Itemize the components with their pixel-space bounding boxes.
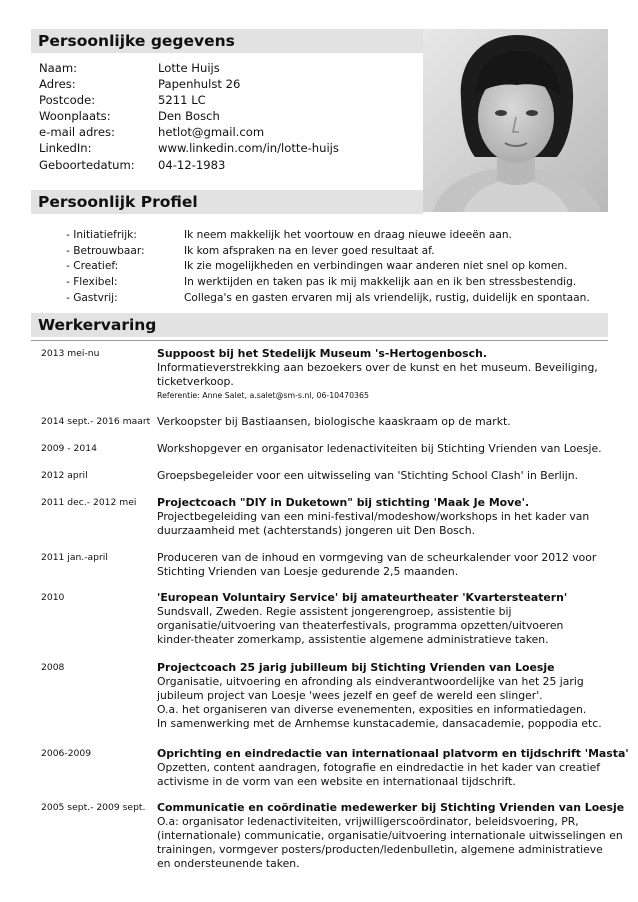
work-content: [157, 747, 629, 789]
work-date: 2009 - 2014: [41, 443, 97, 454]
work-title: Communicatie en coördinatie medewerker bij Stichting Vrienden van Loesje: [157, 801, 625, 814]
work-line: Workshopgever en organisator ledenactiviteiten bij Stichting Vrienden van Loesje.: [157, 442, 602, 455]
work-line: jubileum project van Loesje 'wees jezelf en geef de wereld een slinger'.: [157, 689, 543, 702]
work-line: ticketverkoop.: [157, 375, 234, 388]
work-section-header: [31, 313, 608, 337]
personal-row-city: Woonplaats: Den Bosch: [39, 109, 220, 124]
work-date: 2006-2009: [41, 748, 92, 759]
work-content: [157, 591, 607, 647]
trait-row: - Flexibel: In werktijden en taken pas ik mij makkelijk aan en ik ben stressbestendig.: [66, 276, 577, 289]
work-line: Organisatie, uitvoering en afronding als eindverantwoordelijke van het 25 jarig: [157, 675, 584, 688]
work-title: Oprichting en eindredactie van internationaal platvorm en tijdschrift 'Masta': [157, 747, 629, 760]
work-date: 2010: [41, 592, 65, 603]
personal-row-name: Naam: Lotte Huijs: [39, 61, 220, 75]
work-line: In samenwerking met de Arnhemse kunstacademie, dansacademie, poppodia etc.: [157, 717, 602, 730]
work-date: 2011 jan.-april: [41, 552, 108, 563]
work-reference: Referentie: Anne Salet, a.salet@sm-s.nl, 06-10470365: [157, 391, 369, 400]
work-section-title: Werkervaring: [38, 316, 157, 334]
profile-photo: [423, 29, 608, 212]
personal-row-birthdate: Geboortedatum: 04-12-1983: [39, 157, 226, 172]
section-divider: [31, 340, 608, 341]
personal-section-header: [31, 29, 423, 53]
work-line: en ondersteunende taken.: [157, 857, 300, 870]
work-content: [157, 469, 607, 483]
work-line: Groepsbegeleider voor een uitwisseling van 'Stichting School Clash' in Berlijn.: [157, 469, 579, 482]
work-line: Sundsvall, Zweden. Regie assistent jongerengroep, assistentie bij: [157, 605, 512, 618]
work-line: Verkoopster bij Bastiaansen, biologische kaaskraam op de markt.: [157, 415, 511, 428]
portrait-image: [423, 29, 608, 212]
work-content: [157, 442, 607, 456]
profile-section-header: [31, 190, 423, 214]
work-title: Projectcoach "DIY in Duketown" bij stichting 'Maak Je Move'.: [157, 496, 530, 509]
work-content: [157, 661, 607, 731]
personal-row-address: Adres: Papenhulst 26: [39, 77, 241, 92]
work-content: [157, 551, 607, 579]
work-content: [157, 496, 607, 538]
profile-traits: [66, 228, 590, 307]
work-line: duurzaamheid met (achterstands) jongeren uit Den Bosch.: [157, 524, 476, 537]
personal-details: [39, 60, 339, 173]
personal-row-postcode: Postcode: 5211 LC: [39, 93, 206, 108]
work-line: (internationale) communicatie, organisatie/uitvoering internationale uitwisselingen en: [157, 829, 623, 842]
trait-row: - Betrouwbaar: Ik kom afspraken na en lever goed resultaat af.: [66, 244, 435, 257]
personal-section-title: Persoonlijke gegevens: [38, 32, 235, 50]
trait-row: - Creatief: Ik zie mogelijkheden en verbindingen waar anderen niet snel op komen.: [66, 260, 568, 273]
work-line: Projectbegeleiding van een mini-festival/modeshow/workshops in het kader van: [157, 510, 590, 523]
work-line: Informatieverstrekking aan bezoekers over de kunst en het museum. Beveiliging,: [157, 361, 598, 374]
trait-row: - Initiatiefrijk: Ik neem makkelijk het voortouw en draag nieuwe ideeën aan.: [66, 229, 512, 241]
work-line: organisatie/uitvoering van theaterfestivals, programma opzetten/uitvoeren: [157, 619, 564, 632]
work-line: kinder-theater zomerkamp, assistentie algemene administratieve taken.: [157, 633, 549, 646]
work-date: 2005 sept.- 2009 sept.: [41, 802, 146, 813]
work-line: Stichting Vrienden van Loesje gedurende 2,5 maanden.: [157, 565, 459, 578]
trait-row: - Gastvrij: Collega's en gasten ervaren mij als vriendelijk, rustig, duidelijk en spontaan.: [66, 291, 590, 304]
personal-row-email: e-mail adres: hetlot@gmail.com: [39, 125, 265, 140]
work-date: 2014 sept.- 2016 maart: [41, 416, 151, 427]
profile-section-title: Persoonlijk Profiel: [38, 193, 198, 211]
work-line: Produceren van de inhoud en vormgeving van de scheurkalender voor 2012 voor: [157, 551, 597, 564]
work-content: [157, 801, 625, 871]
work-line: Opzetten, content aandragen, fotografie en eindredactie in het kader van creatief: [157, 761, 601, 774]
work-title: 'European Voluntairy Service' bij amateurtheater 'Kvartersteatern': [157, 591, 568, 604]
work-content: [157, 347, 607, 402]
work-line: O.a: organisator ledenactiviteiten, vrijwilligerscoördinator, beleidsvoering, PR,: [157, 815, 579, 828]
work-title: Projectcoach 25 jarig jubilleum bij Stichting Vrienden van Loesje: [157, 661, 555, 674]
work-line: trainingen, vormgever posters/producten/ledenbulletin, algemene administratieve: [157, 843, 603, 856]
work-date: 2008: [41, 662, 65, 673]
work-date: 2013 mei-nu: [41, 348, 100, 359]
work-date: 2011 dec.- 2012 mei: [41, 497, 137, 508]
work-date: 2012 april: [41, 470, 88, 481]
work-line: O.a. het organiseren van diverse evenementen, exposities en informatiedagen.: [157, 703, 587, 716]
work-content: [157, 415, 607, 429]
work-line: activisme in de vorm van een website en internationaal tijdschrift.: [157, 775, 516, 788]
personal-row-linkedin: LinkedIn: www.linkedin.com/in/lotte-huijs: [39, 141, 339, 156]
work-title: Suppoost bij het Stedelijk Museum 's-Hertogenbosch.: [157, 347, 487, 360]
